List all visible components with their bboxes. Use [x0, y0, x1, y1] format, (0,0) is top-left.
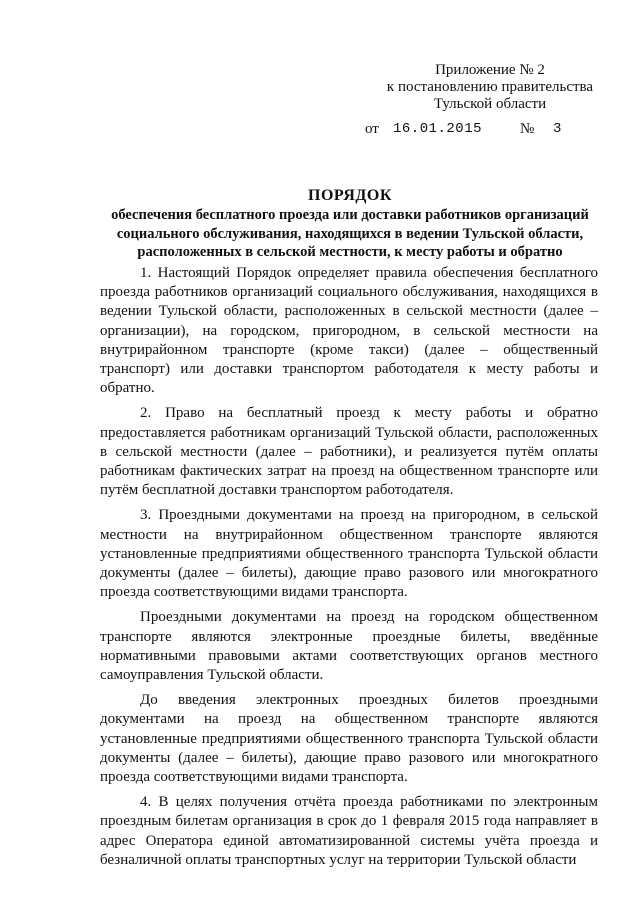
title-heading: ПОРЯДОК [308, 187, 392, 204]
decree-number: 3 [553, 121, 562, 137]
document-title [90, 186, 610, 262]
paragraph: 1. Настоящий Порядок определяет правила обеспечения бесплатного проезда работников организаций социального обслуживания, находящихся в ведении Тульской области, расположенных в сельской местности (далее – организации), на городском, пригородном, в сельской местности на внутрирайонном транспорте (кроме такси) (далее – общественный транспорт) или доставки транспортом работодателя к месту работы и обратно. [100, 265, 598, 397]
appendix-line: Тульской области [433, 96, 547, 112]
appendix-line: Приложение № 2 [435, 62, 545, 78]
from-label: от [365, 121, 379, 137]
paragraph: 3. Проездными документами на проезд на пригородном, в сельской местности на внутрирайонном общественном транспорте являются установленные предприятиями общественного транспорта Тульской области документы (далее – билеты), дающие право разового или многократного проезда соответствующими видами транспорта. [100, 507, 598, 601]
title-subtitle-line: обеспечения бесплатного проезда или доставки работников организаций [111, 207, 589, 223]
number-label: № [520, 121, 535, 137]
document-body [100, 264, 598, 876]
appendix-header [365, 62, 615, 113]
paragraph: Проездными документами на проезд на городском общественном транспорте являются электронные проездные билеты, введённые нормативными правовыми актами соответствующих органов местного самоуправления Тульской области. [100, 609, 598, 684]
title-subtitle-line: расположенных в сельской местности, к месту работы и обратно [137, 244, 563, 260]
paragraph: 4. В целях получения отчёта проезда работниками по электронным проездным билетам организация в срок до 1 февраля 2015 года направляет в адрес Оператора единой автоматизированной системы учёта проезда и безналичной оплаты транспортных услуг на территории Тульской области [100, 794, 598, 868]
decree-date: 16.01.2015 [393, 121, 483, 137]
paragraph: 2. Право на бесплатный проезд к месту работы и обратно предоставляется работникам организаций Тульской области, расположенных в сельской местности (далее – работники), и реализуется путём оплаты работникам фактических затрат на проезд на общественном транспорте или путём бесплатной доставки транспортом работодателя. [100, 405, 598, 499]
title-subtitle-line: социального обслуживания, находящихся в ведении Тульской области, [116, 225, 584, 242]
appendix-line: к постановлению правительства [386, 79, 594, 95]
paragraph: До введения электронных проездных билетов проездными документами на проезд на общественном транспорте являются установленные предприятиями общественного транспорта Тульской области документы (далее – билеты), дающие право разового или многократного проезда соответствующими видами транспорта. [100, 692, 598, 786]
